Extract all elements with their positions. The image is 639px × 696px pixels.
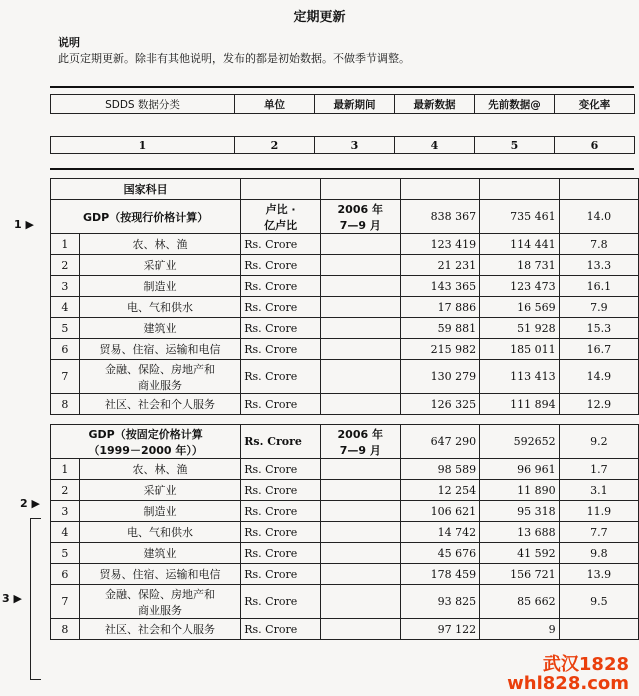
column-header-table: [50, 94, 635, 114]
row-latest: 215 982: [400, 339, 480, 360]
row-number: 3: [51, 276, 80, 297]
table-row: [51, 585, 639, 619]
gdp-label: [51, 425, 241, 459]
row-rate: 15.3: [559, 318, 638, 339]
col-header-period: 最新期间: [315, 95, 395, 114]
row-number: 8: [51, 394, 80, 415]
cell-line: 2006 年: [337, 202, 383, 216]
empty-cell: [400, 179, 480, 200]
marker-2: 2 ▶: [20, 497, 40, 510]
row-previous: 114 441: [480, 234, 560, 255]
col-number: 1: [51, 137, 235, 154]
row-previous: 111 894: [480, 394, 560, 415]
row-unit: Rs. Crore: [241, 564, 321, 585]
row-latest: 45 676: [400, 543, 480, 564]
empty-cell: [559, 179, 638, 200]
row-rate: 13.3: [559, 255, 638, 276]
cell-line: GDP（按固定价格计算: [88, 427, 203, 441]
table-row: [51, 459, 639, 480]
table-row: [51, 297, 639, 318]
row-label: [79, 585, 240, 619]
gdp-unit: [241, 200, 321, 234]
row-latest: 17 886: [400, 297, 480, 318]
col-header-latest: 最新数据: [395, 95, 475, 114]
gdp-rate: 14.0: [559, 200, 638, 234]
column-number-table: [50, 136, 635, 154]
row-number: 8: [51, 619, 80, 640]
row-rate: 9.5: [559, 585, 638, 619]
row-number: 7: [51, 360, 80, 394]
gdp-latest: 838 367: [400, 200, 480, 234]
row-previous: 95 318: [480, 501, 560, 522]
row-unit: Rs. Crore: [241, 619, 321, 640]
row-latest: 59 881: [400, 318, 480, 339]
table-row: [51, 543, 639, 564]
row-period: [320, 543, 400, 564]
row-period: [320, 339, 400, 360]
spacer-cell: [51, 415, 639, 425]
note-body: 此页定期更新。除非有其他说明，发布的都是初始数据。不做季节调整。: [58, 52, 410, 65]
row-number: 6: [51, 339, 80, 360]
row-rate: 7.8: [559, 234, 638, 255]
row-number: 1: [51, 459, 80, 480]
empty-cell: [320, 179, 400, 200]
gdp-period: [320, 200, 400, 234]
row-period: [320, 619, 400, 640]
row-previous: 85 662: [480, 585, 560, 619]
section-row: [51, 179, 639, 200]
rule-top: [50, 86, 634, 88]
table-row: [51, 522, 639, 543]
row-latest: 12 254: [400, 480, 480, 501]
col-header-rate: 变化率: [555, 95, 635, 114]
row-latest: 126 325: [400, 394, 480, 415]
row-number: 5: [51, 318, 80, 339]
row-latest: 97 122: [400, 619, 480, 640]
row-previous: 51 928: [480, 318, 560, 339]
row-rate: 1.7: [559, 459, 638, 480]
section-label: 国家科目: [51, 179, 241, 200]
gdp-rate: 9.2: [559, 425, 638, 459]
row-label: 贸易、住宿、运输和电信: [79, 339, 240, 360]
row-label: 建筑业: [79, 543, 240, 564]
spacer-row: [51, 415, 639, 425]
row-unit: Rs. Crore: [241, 318, 321, 339]
row-unit: Rs. Crore: [241, 234, 321, 255]
col-header-sdds: SDDS 数据分类: [51, 95, 235, 114]
watermark-logo: [507, 656, 629, 694]
gdp-latest: 647 290: [400, 425, 480, 459]
row-period: [320, 318, 400, 339]
row-label: 采矿业: [79, 255, 240, 276]
row-latest: 130 279: [400, 360, 480, 394]
cell-line: 商业服务: [138, 378, 182, 392]
row-previous: 113 413: [480, 360, 560, 394]
row-unit: Rs. Crore: [241, 255, 321, 276]
table-row: [51, 360, 639, 394]
watermark-line1: 武汉1828: [542, 654, 629, 676]
row-previous: 185 011: [480, 339, 560, 360]
row-previous: 123 473: [480, 276, 560, 297]
cell-line: （1999－2000 年））: [88, 443, 203, 457]
row-unit: Rs. Crore: [241, 339, 321, 360]
table-row: [51, 255, 639, 276]
gdp-period: [320, 425, 400, 459]
row-previous: 18 731: [480, 255, 560, 276]
row-rate: 7.9: [559, 297, 638, 318]
row-latest: 14 742: [400, 522, 480, 543]
row-previous: 9: [480, 619, 560, 640]
row-rate: 9.8: [559, 543, 638, 564]
table-row: [51, 318, 639, 339]
cell-line: 7—9 月: [339, 218, 381, 232]
row-rate: 14.9: [559, 360, 638, 394]
row-unit: Rs. Crore: [241, 480, 321, 501]
row-period: [320, 234, 400, 255]
table-row: [51, 234, 639, 255]
row-number: 4: [51, 297, 80, 318]
gdp-previous: 735 461: [480, 200, 560, 234]
cell-line: 亿卢比: [264, 218, 298, 232]
cell-line: 2006 年: [337, 427, 383, 441]
row-rate: [559, 619, 638, 640]
row-number: 4: [51, 522, 80, 543]
row-label: 采矿业: [79, 480, 240, 501]
row-label: 制造业: [79, 276, 240, 297]
rule-body: [50, 168, 634, 170]
row-period: [320, 459, 400, 480]
cell-line: 金融、保险、房地产和: [105, 362, 215, 376]
row-unit: Rs. Crore: [241, 459, 321, 480]
row-number: 5: [51, 543, 80, 564]
empty-cell: [241, 179, 321, 200]
page-title: 定期更新: [293, 10, 346, 25]
cell-line: 金融、保险、房地产和: [105, 587, 215, 601]
row-label: 社区、社会和个人服务: [79, 394, 240, 415]
marker-3: 3 ▶: [2, 592, 22, 605]
row-label: 电、气和供水: [79, 522, 240, 543]
column-header-row: [51, 95, 635, 114]
row-period: [320, 276, 400, 297]
row-previous: 96 961: [480, 459, 560, 480]
table-row: [51, 276, 639, 297]
row-latest: 143 365: [400, 276, 480, 297]
row-period: [320, 394, 400, 415]
row-previous: 156 721: [480, 564, 560, 585]
row-period: [320, 297, 400, 318]
row-latest: 98 589: [400, 459, 480, 480]
bracket: [30, 518, 41, 680]
cell-line: 商业服务: [138, 603, 182, 617]
row-label: 农、林、渔: [79, 234, 240, 255]
row-unit: Rs. Crore: [241, 276, 321, 297]
row-number: 2: [51, 255, 80, 276]
row-label: 建筑业: [79, 318, 240, 339]
row-number: 2: [51, 480, 80, 501]
cell-line: 卢比 ·: [265, 202, 296, 216]
row-unit: Rs. Crore: [241, 501, 321, 522]
gdp-label: GDP（按现行价格计算）: [51, 200, 241, 234]
row-previous: 11 890: [480, 480, 560, 501]
row-number: 6: [51, 564, 80, 585]
row-latest: 93 825: [400, 585, 480, 619]
row-label: 贸易、住宿、运输和电信: [79, 564, 240, 585]
col-header-previous: 先前数据@: [475, 95, 555, 114]
row-label: 电、气和供水: [79, 297, 240, 318]
col-number: 6: [555, 137, 635, 154]
row-rate: 13.9: [559, 564, 638, 585]
empty-cell: [480, 179, 560, 200]
row-latest: 123 419: [400, 234, 480, 255]
col-number: 4: [395, 137, 475, 154]
row-number: 3: [51, 501, 80, 522]
row-previous: 13 688: [480, 522, 560, 543]
row-period: [320, 585, 400, 619]
row-period: [320, 564, 400, 585]
row-number: 1: [51, 234, 80, 255]
row-unit: Rs. Crore: [241, 522, 321, 543]
row-period: [320, 255, 400, 276]
row-rate: 16.7: [559, 339, 638, 360]
data-table: [50, 178, 639, 640]
row-latest: 178 459: [400, 564, 480, 585]
row-unit: Rs. Crore: [241, 297, 321, 318]
row-label: 农、林、渔: [79, 459, 240, 480]
table-row: [51, 501, 639, 522]
gdp-unit: Rs. Crore: [241, 425, 321, 459]
row-latest: 21 231: [400, 255, 480, 276]
note-heading: 说明: [58, 36, 80, 49]
row-unit: Rs. Crore: [241, 360, 321, 394]
table-row: [51, 339, 639, 360]
table-row: [51, 480, 639, 501]
row-unit: Rs. Crore: [241, 543, 321, 564]
col-number: 2: [235, 137, 315, 154]
row-period: [320, 360, 400, 394]
row-label: [79, 360, 240, 394]
row-label: 制造业: [79, 501, 240, 522]
table-row: [51, 619, 639, 640]
column-number-row: [51, 137, 635, 154]
row-previous: 16 569: [480, 297, 560, 318]
col-number: 3: [315, 137, 395, 154]
row-rate: 3.1: [559, 480, 638, 501]
cell-line: 7—9 月: [339, 443, 381, 457]
row-rate: 12.9: [559, 394, 638, 415]
row-previous: 41 592: [480, 543, 560, 564]
row-unit: Rs. Crore: [241, 585, 321, 619]
row-rate: 11.9: [559, 501, 638, 522]
row-rate: 7.7: [559, 522, 638, 543]
gdp-previous: 592652: [480, 425, 560, 459]
col-number: 5: [475, 137, 555, 154]
marker-1: 1 ▶: [14, 218, 34, 231]
row-latest: 106 621: [400, 501, 480, 522]
watermark-line2: whl828.com: [507, 673, 629, 695]
col-header-unit: 单位: [235, 95, 315, 114]
table-row: [51, 394, 639, 415]
gdp-current-row: [51, 200, 639, 234]
row-rate: 16.1: [559, 276, 638, 297]
gdp-constant-row: [51, 425, 639, 459]
row-number: 7: [51, 585, 80, 619]
row-period: [320, 522, 400, 543]
row-period: [320, 501, 400, 522]
row-label: 社区、社会和个人服务: [79, 619, 240, 640]
row-unit: Rs. Crore: [241, 394, 321, 415]
row-period: [320, 480, 400, 501]
table-row: [51, 564, 639, 585]
